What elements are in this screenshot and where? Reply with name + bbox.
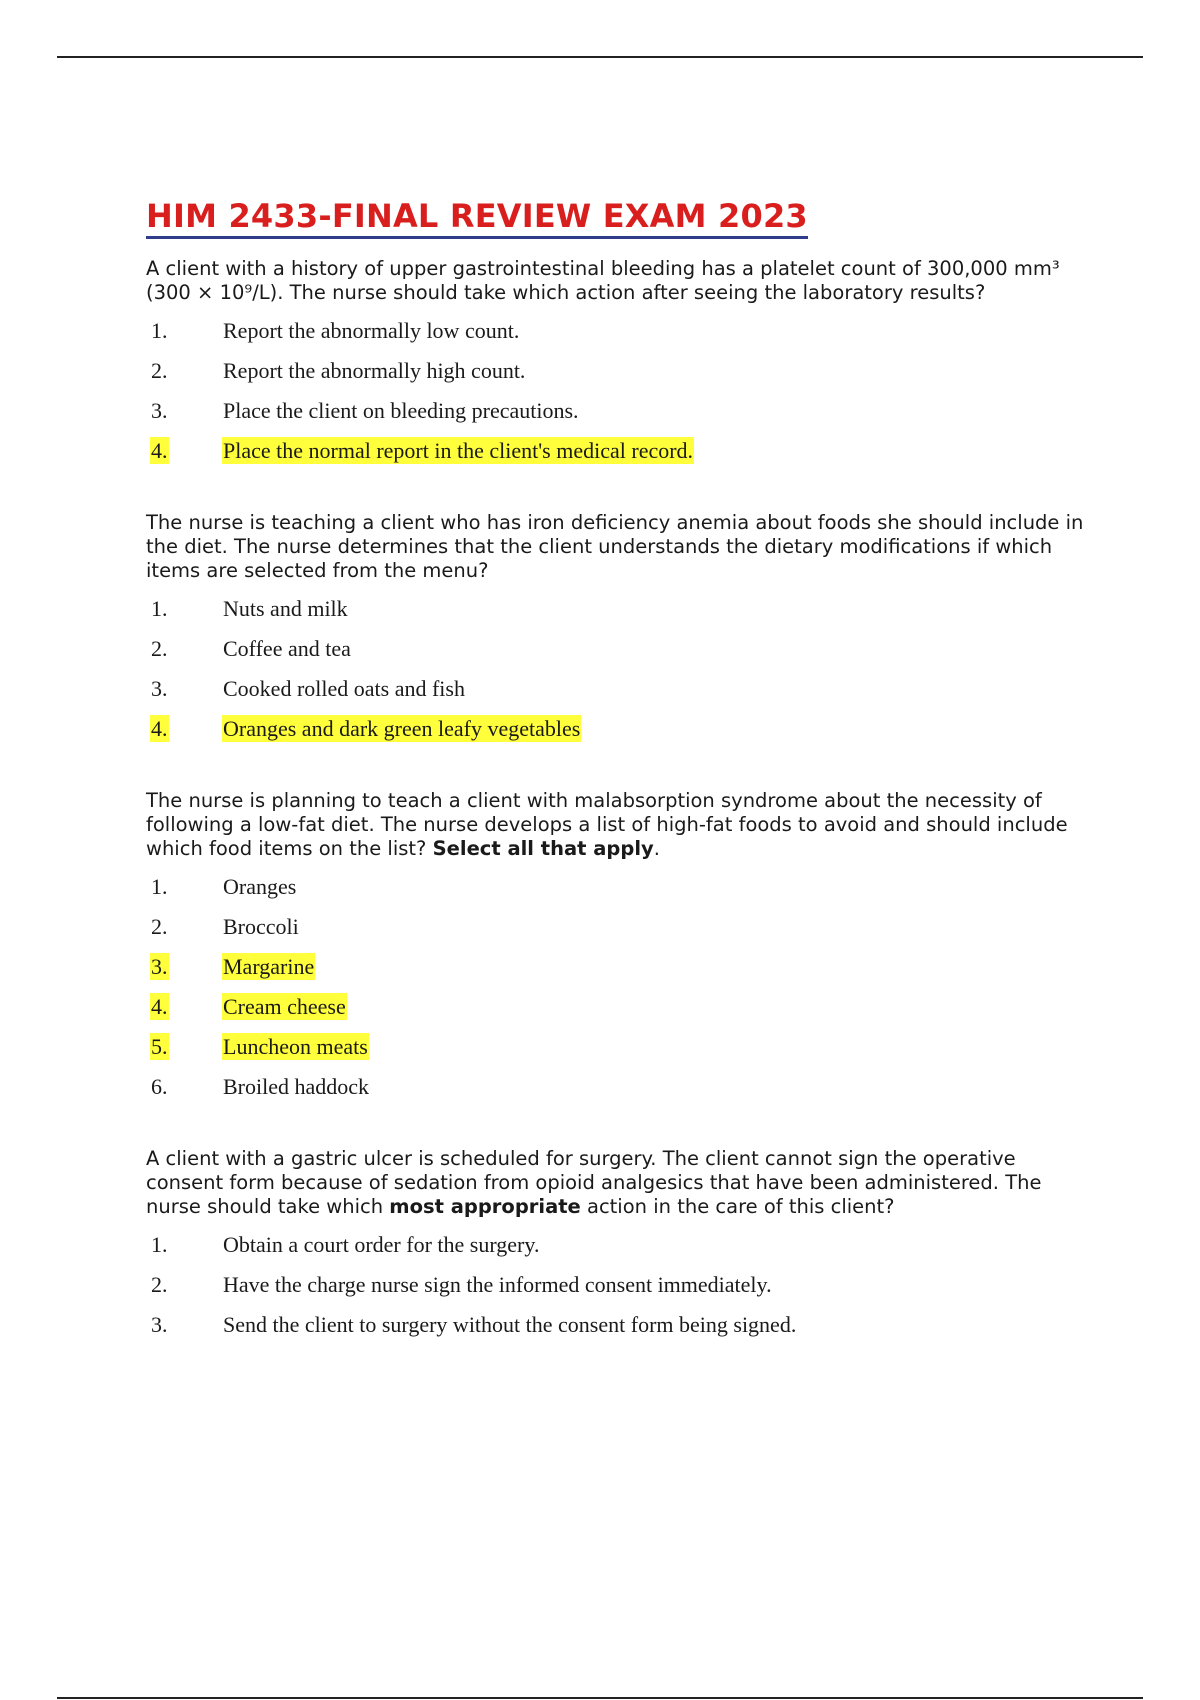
option-number	[146, 1232, 222, 1258]
option-number	[146, 636, 222, 662]
option-text	[222, 1034, 369, 1060]
option-number	[146, 1074, 222, 1100]
question-text-part: A client with a history of upper gastrointestinal bleeding has a platelet count of 300,000 mm³ (300 × 10⁹/L). The nurse should take which action after seeing the laboratory results?	[146, 257, 1060, 304]
question-text-part: The nurse is planning to teach a client with malabsorption syndrome about the necessity of following a low-fat diet. The nurse develops a list of high-fat foods to avoid and should include which food items on the list?	[146, 789, 1068, 860]
option-text-label: Report the abnormally high count.	[223, 358, 526, 383]
option-number-label: 1.	[151, 318, 168, 343]
answer-option	[146, 1067, 1086, 1107]
answer-options	[146, 311, 1086, 471]
option-text-label: Nuts and milk	[223, 596, 348, 621]
answer-option	[146, 867, 1086, 907]
option-text-label: Send the client to surgery without the consent form being signed.	[223, 1312, 797, 1337]
option-number	[146, 1272, 222, 1298]
option-text-label: Coffee and tea	[223, 636, 351, 661]
option-number	[146, 358, 222, 384]
option-number	[146, 954, 222, 980]
question-text	[146, 511, 1086, 583]
question-block	[146, 511, 1086, 749]
option-number-label: 2.	[151, 914, 168, 939]
option-number	[146, 874, 222, 900]
option-text-label: Margarine	[223, 954, 315, 979]
option-text	[222, 716, 581, 742]
option-number-label: 3.	[151, 954, 168, 979]
option-text	[222, 398, 580, 424]
option-text	[222, 954, 315, 980]
option-text-label: Obtain a court order for the surgery.	[223, 1232, 540, 1257]
option-text	[222, 358, 526, 384]
answer-options	[146, 1225, 1086, 1345]
document-title: HIM 2433-FINAL REVIEW EXAM 2023	[146, 196, 808, 239]
question-text	[146, 1147, 1086, 1219]
option-number-label: 4.	[151, 994, 168, 1019]
option-number	[146, 716, 222, 742]
option-number	[146, 994, 222, 1020]
option-number-label: 2.	[151, 358, 168, 383]
question-text	[146, 789, 1086, 861]
answer-option	[146, 589, 1086, 629]
option-number-label: 6.	[151, 1074, 168, 1099]
answer-option	[146, 1225, 1086, 1265]
answer-option-correct	[146, 709, 1086, 749]
option-text	[222, 1272, 773, 1298]
option-text	[222, 1232, 540, 1258]
option-number-label: 3.	[151, 398, 168, 423]
answer-option	[146, 629, 1086, 669]
option-number	[146, 438, 222, 464]
option-text	[222, 994, 347, 1020]
question-block	[146, 1147, 1086, 1345]
question-text-part: action in the care of this client?	[580, 1195, 895, 1218]
option-text-label: Broiled haddock	[223, 1074, 370, 1099]
option-text-label: Place the client on bleeding precautions.	[223, 398, 579, 423]
answer-option-correct	[146, 987, 1086, 1027]
option-text	[222, 636, 352, 662]
option-text-label: Cooked rolled oats and fish	[223, 676, 465, 701]
question-text	[146, 257, 1086, 305]
option-number-label: 1.	[151, 596, 168, 621]
option-text-label: Have the charge nurse sign the informed consent immediately.	[223, 1272, 772, 1297]
option-number	[146, 318, 222, 344]
answer-option-correct	[146, 1027, 1086, 1067]
option-text-label: Place the normal report in the client's medical record.	[223, 438, 694, 463]
answer-option	[146, 1305, 1086, 1345]
option-text	[222, 914, 300, 940]
option-number	[146, 676, 222, 702]
option-number	[146, 398, 222, 424]
answer-options	[146, 867, 1086, 1107]
answer-options	[146, 589, 1086, 749]
option-text-label: Broccoli	[223, 914, 299, 939]
top-rule	[57, 56, 1143, 58]
option-number-label: 2.	[151, 636, 168, 661]
answer-option	[146, 351, 1086, 391]
option-number-label: 3.	[151, 1312, 168, 1337]
option-number-label: 2.	[151, 1272, 168, 1297]
option-text	[222, 438, 694, 464]
bottom-rule	[57, 1697, 1143, 1699]
option-number	[146, 1034, 222, 1060]
document-body	[146, 196, 1086, 1345]
option-text	[222, 874, 297, 900]
question-block	[146, 257, 1086, 471]
option-number-label: 5.	[151, 1034, 168, 1059]
question-emphasis: most appropriate	[389, 1195, 581, 1218]
option-text	[222, 676, 466, 702]
option-text	[222, 596, 349, 622]
option-number-label: 4.	[151, 716, 168, 741]
answer-option-correct	[146, 431, 1086, 471]
option-text-label: Report the abnormally low count.	[223, 318, 520, 343]
option-text-label: Oranges	[223, 874, 297, 899]
option-number-label: 1.	[151, 874, 168, 899]
option-number	[146, 1312, 222, 1338]
answer-option	[146, 907, 1086, 947]
option-number-label: 3.	[151, 676, 168, 701]
question-text-part: The nurse is teaching a client who has iron deficiency anemia about foods she should include in the diet. The nurse determines that the client understands the dietary modifications if which items are selected from the menu?	[146, 511, 1084, 582]
question-list	[146, 257, 1086, 1345]
question-text-part: A client with a gastric ulcer is scheduled for surgery. The client cannot sign the operative consent form because of sedation from opioid analgesics that have been administered. The nurse should take which	[146, 1147, 1042, 1218]
option-number-label: 4.	[151, 438, 168, 463]
option-text-label: Cream cheese	[223, 994, 346, 1019]
option-number	[146, 914, 222, 940]
question-block	[146, 789, 1086, 1107]
option-text-label: Luncheon meats	[223, 1034, 368, 1059]
option-number	[146, 596, 222, 622]
answer-option	[146, 1265, 1086, 1305]
question-emphasis: Select all that apply	[432, 837, 654, 860]
option-number-label: 1.	[151, 1232, 168, 1257]
answer-option	[146, 391, 1086, 431]
option-text-label: Oranges and dark green leafy vegetables	[223, 716, 581, 741]
option-text	[222, 1312, 797, 1338]
option-text	[222, 318, 520, 344]
answer-option-correct	[146, 947, 1086, 987]
answer-option	[146, 669, 1086, 709]
option-text	[222, 1074, 370, 1100]
question-text-part: .	[653, 837, 660, 860]
answer-option	[146, 311, 1086, 351]
